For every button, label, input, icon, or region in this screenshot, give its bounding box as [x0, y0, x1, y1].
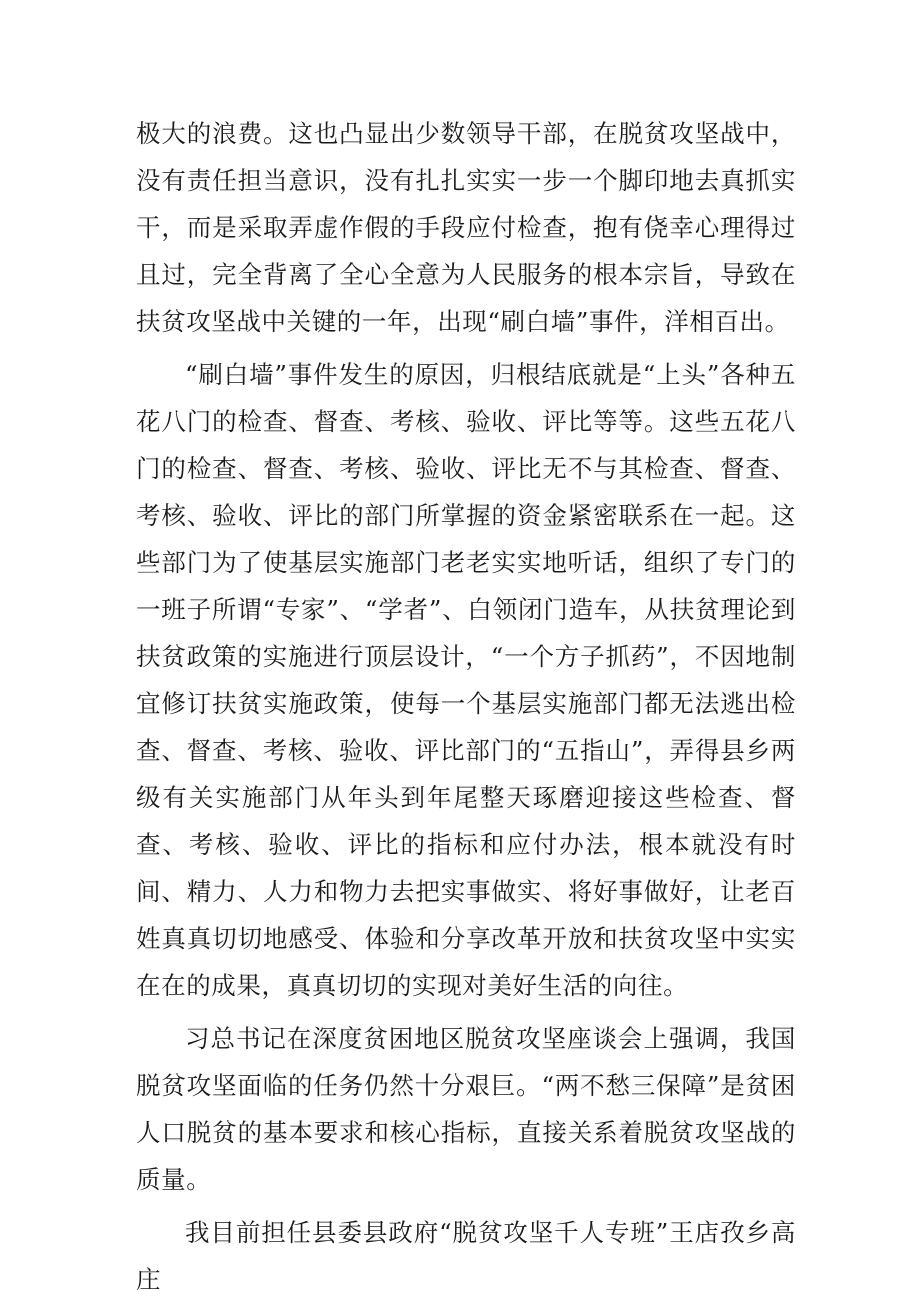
document-body	[136, 110, 796, 1303]
paragraph-4: 我目前担任县委县政府“脱贫攻坚千人专班”王店孜乡高庄	[136, 1218, 796, 1294]
paragraph-1: 极大的浪费。这也凸显出少数领导干部，在脱贫攻坚战中，没有责任担当意识，没有扎扎实实一步一个脚印地去真抓实干，而是采取弄虚作假的手段应付检查，抱有侥幸心理得过且过，完全背离了全心全意为人民服务的根本宗旨，导致在扶贫攻坚战中关键的一年，出现“刷白墙”事件，洋相百出。	[136, 119, 796, 336]
paragraph-2: “刷白墙”事件发生的原因，归根结底就是“上头”各种五花八门的检查、督查、考核、验收、评比等等。这些五花八门的检查、督查、考核、验收、评比无不与其检查、督查、考核、验收、评比的部门所掌握的资金紧密联系在一起。这些部门为了使基层实施部门老老实实地听话，组织了专门的一班子所谓“专家”、“学者”、白领闭门造车，从扶贫理论到扶贫政策的实施进行顶层设计，“一个方子抓药”，不因地制宜修订扶贫实施政策，使每一个基层实施部门都无法逃出检查、督查、考核、验收、评比部门的“五指山”，弄得县乡两级有关实施部门从年头到年尾整天琢磨迎接这些检查、督查、考核、验收、评比的指标和应付办法，根本就没有时间、精力、人力和物力去把实事做实、将好事做好，让老百姓真真切切地感受、体验和分享改革开放和扶贫攻坚中实实在在的成果，真真切切的实现对美好生活的向往。	[136, 360, 796, 1000]
paragraph-3: 习总书记在深度贫困地区脱贫攻坚座谈会上强调，我国脱贫攻坚面临的任务仍然十分艰巨。“两不愁三保障”是贫困人口脱贫的基本要求和核心指标，直接关系着脱贫攻坚战的质量。	[136, 1024, 796, 1194]
